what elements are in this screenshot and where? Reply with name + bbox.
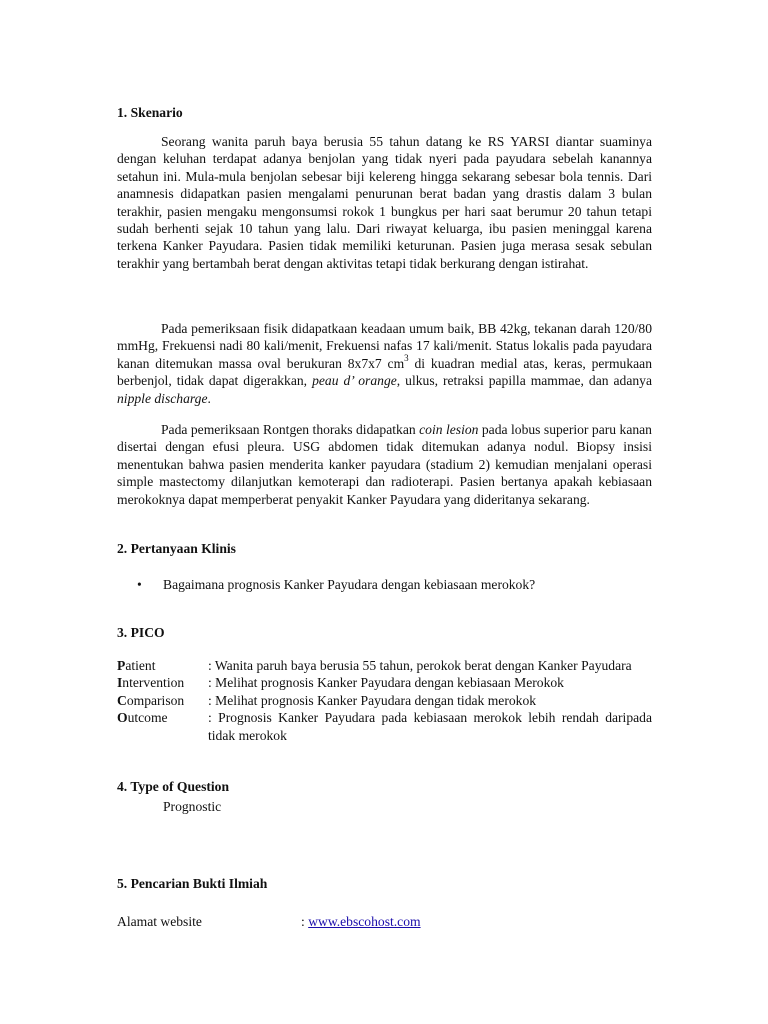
pico-value: : Melihat prognosis Kanker Payudara dengan tidak merokok	[208, 692, 537, 708]
website-link[interactable]: www.ebscohost.com	[308, 914, 421, 929]
pico-value: : Wanita paruh baya berusia 55 tahun, perokok berat dengan Kanker Payudara	[208, 658, 632, 673]
scenario-text-2a: Pada pemeriksaan fisik didapatkaan keadaan umum baik, BB 42kg, tekanan darah 120/80 mmHg, Frekuensi nadi 80 kali/menit, Frekuensi nafas 17 kali/menit. Status lokalis pada payudara kanan ditemukan massa oval berukuran 8x7x7 cm	[117, 321, 652, 371]
pico-label	[117, 709, 168, 726]
pico-row-intervention	[117, 674, 652, 691]
pico-row-patient	[117, 657, 652, 674]
pico-value: : Prognosis Kanker Payudara pada kebiasaan merokok lebih rendah daripada tidak merokok	[208, 710, 652, 743]
pico-label	[117, 674, 184, 691]
pico-label-initial: P	[117, 658, 126, 673]
scenario-text-3a: Pada pemeriksaan Rontgen thoraks didapatkan	[161, 422, 420, 437]
website-separator: :	[301, 914, 309, 929]
pico-value: : Melihat prognosis Kanker Payudara dengan kebiasaan Merokok	[208, 675, 564, 691]
section-heading-pertanyaan-klinis: 2. Pertanyaan Klinis	[117, 541, 236, 556]
pico-label-initial: O	[117, 710, 128, 726]
website-label: Alamat website	[117, 914, 202, 929]
pico-table	[117, 657, 652, 744]
question-type-value: Prognostic	[163, 799, 222, 814]
clinical-question-text: Bagaimana prognosis Kanker Payudara dengan kebiasaan merokok?	[163, 577, 536, 592]
clinical-question-item	[137, 577, 535, 593]
section-heading-type-of-question: 4. Type of Question	[117, 779, 230, 794]
italic-term-peau-d-orange: peau d’ orange	[312, 373, 397, 389]
scenario-paragraph-1	[117, 133, 652, 272]
pico-row-comparison	[117, 692, 652, 709]
italic-term-coin-lesion: coin lesion	[419, 422, 479, 437]
scenario-text-2d: .	[207, 390, 211, 406]
italic-term-nipple-discharge: nipple discharge	[117, 390, 208, 406]
section-heading-skenario: 1. Skenario	[117, 105, 183, 120]
scenario-text-2c: , ulkus, retraksi papilla mammae, dan adanya	[396, 373, 652, 389]
section-heading-pencarian-bukti: 5. Pencarian Bukti Ilmiah	[117, 876, 268, 891]
website-value	[301, 914, 421, 930]
pico-row-outcome	[117, 709, 652, 744]
pico-label-initial: C	[117, 692, 127, 708]
pico-label-rest: omparison	[126, 692, 185, 708]
superscript-cubed: 3	[404, 353, 409, 364]
scenario-paragraph-3	[117, 421, 652, 508]
pico-label	[117, 692, 184, 709]
bullet-icon: •	[137, 577, 142, 592]
pico-label-rest: utcome	[127, 710, 168, 726]
pico-label-initial: I	[117, 675, 123, 691]
scenario-text-3b: pada lobus superior paru kanan disertai dengan efusi pleura. USG abdomen tidak ditemukan adanya nodul. Biopsy insisi menentukan bahwa pasien menderita kanker payudara (stadium 2) kemudian menjalani operasi simple mastectomy dilanjutkan kemoterapi dan radioterapi. Pasien bertanya apakah kebiasaan merokoknya dapat memperberat penyakit Kanker Payudara yang dideritanya sekarang.	[117, 422, 652, 507]
pico-label-rest: ntervention	[122, 675, 185, 691]
website-row	[117, 914, 652, 930]
scenario-text-2b: di kuadran medial atas, keras, permukaan berbenjol, tidak dapat digerakkan,	[117, 355, 652, 389]
scenario-text-1: Seorang wanita paruh baya berusia 55 tahun datang ke RS YARSI diantar suaminya dengan keluhan terdapat adanya benjolan yang tidak nyeri pada payudara sebelah kanannya setahun ini. Mula-mula benjolan sebesar biji kelereng hingga sekarang sebesar bola tennis. Dari anamnesis didapatkan pasien mengalami penurunan berat badan yang drastis dalam 3 bulan terakhir, pasien mengaku mengonsumsi rokok 1 bungkus per hari saat berumur 20 tahun tetapi sudah berhenti sejak 10 tahun yang lalu. Dari riwayat keluarga, ibu pasien meninggal karena terkena Kanker Payudara. Pasien tidak memiliki keturunan. Pasien juga merasa sesak sebulan terakhir yang bertambah berat dengan aktivitas tetapi tidak berkurang dengan istirahat.	[117, 134, 652, 271]
pico-label	[117, 657, 156, 674]
scenario-paragraph-2	[117, 320, 652, 407]
pico-label-rest: atient	[125, 658, 156, 673]
section-heading-pico: 3. PICO	[117, 625, 165, 640]
